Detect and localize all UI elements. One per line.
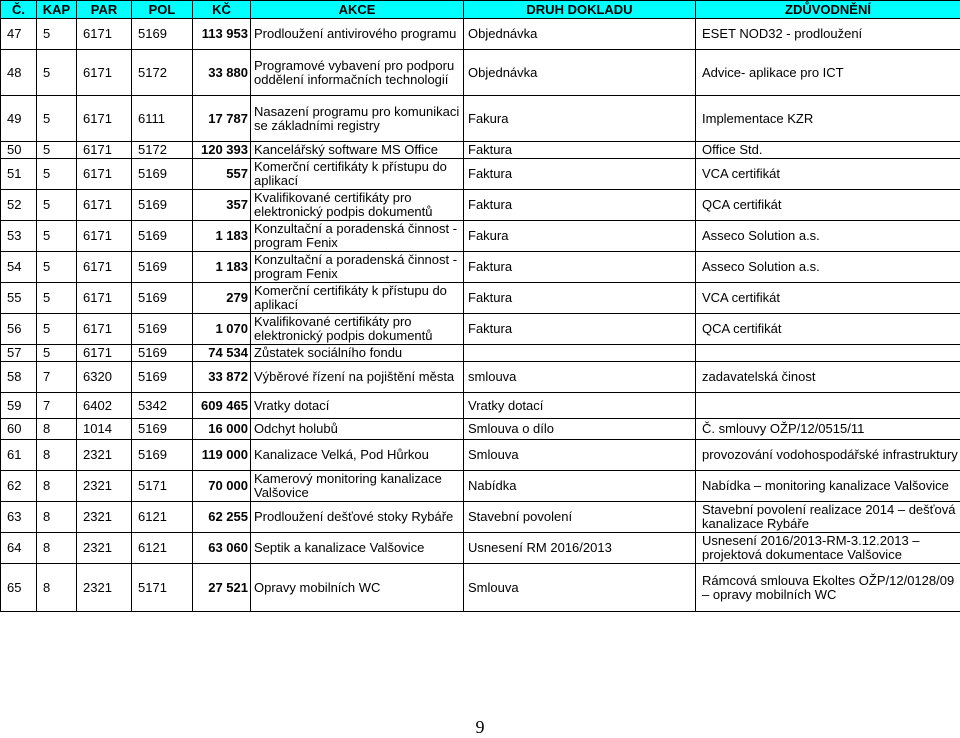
cell-zduvodneni: Asseco Solution a.s. [696, 252, 960, 283]
cell-druh: Smlouva [464, 564, 696, 612]
cell-kap: 5 [37, 221, 77, 252]
cell-druh: Fakura [464, 221, 696, 252]
cell-kc: 63 060 [193, 533, 251, 564]
cell-druh: Faktura [464, 283, 696, 314]
cell-kap: 8 [37, 471, 77, 502]
cell-zduvodneni: Nabídka – monitoring kanalizace Valšovice [696, 471, 960, 502]
cell-pol: 5169 [132, 252, 193, 283]
cell-zduvodneni: Office Std. [696, 142, 960, 159]
cell-kap: 5 [37, 50, 77, 96]
table-row [1, 314, 960, 345]
header-pol: POL [132, 1, 193, 19]
cell-druh: Objednávka [464, 50, 696, 96]
cell-kc: 119 000 [193, 440, 251, 471]
cell-akce: Kancelářský software MS Office [251, 142, 464, 159]
cell-kc: 279 [193, 283, 251, 314]
cell-akce: Komerční certifikáty k přístupu do aplikací [251, 159, 464, 190]
cell-pol: 5169 [132, 362, 193, 393]
cell-druh: smlouva [464, 362, 696, 393]
table-row [1, 252, 960, 283]
cell-druh: Faktura [464, 142, 696, 159]
cell-kap: 8 [37, 419, 77, 440]
cell-kc: 557 [193, 159, 251, 190]
cell-kc: 74 534 [193, 345, 251, 362]
cell-c: 65 [1, 564, 37, 612]
cell-akce: Odchyt holubů [251, 419, 464, 440]
cell-c: 49 [1, 96, 37, 142]
cell-akce: Septik a kanalizace Valšovice [251, 533, 464, 564]
cell-kc: 1 183 [193, 221, 251, 252]
header-kap: KAP [37, 1, 77, 19]
table-row [1, 190, 960, 221]
cell-c: 50 [1, 142, 37, 159]
cell-c: 55 [1, 283, 37, 314]
cell-par: 6171 [77, 19, 132, 50]
header-akce: AKCE [251, 1, 464, 19]
cell-pol: 5169 [132, 159, 193, 190]
cell-pol: 6111 [132, 96, 193, 142]
cell-kc: 1 070 [193, 314, 251, 345]
cell-pol: 6121 [132, 533, 193, 564]
cell-zduvodneni: VCA certifikát [696, 283, 960, 314]
cell-kc: 62 255 [193, 502, 251, 533]
cell-kc: 27 521 [193, 564, 251, 612]
cell-kc: 609 465 [193, 393, 251, 419]
cell-c: 60 [1, 419, 37, 440]
table-row [1, 50, 960, 96]
cell-c: 57 [1, 345, 37, 362]
table-row [1, 471, 960, 502]
table-row [1, 362, 960, 393]
cell-c: 51 [1, 159, 37, 190]
cell-druh: Nabídka [464, 471, 696, 502]
cell-kc: 17 787 [193, 96, 251, 142]
cell-zduvodneni: ESET NOD32 - prodloužení [696, 19, 960, 50]
cell-akce: Prodloužení antivirového programu [251, 19, 464, 50]
cell-kap: 8 [37, 564, 77, 612]
cell-par: 6320 [77, 362, 132, 393]
cell-c: 62 [1, 471, 37, 502]
cell-pol: 5172 [132, 50, 193, 96]
table-row [1, 533, 960, 564]
cell-pol: 5342 [132, 393, 193, 419]
cell-kap: 5 [37, 19, 77, 50]
cell-druh: Stavební povolení [464, 502, 696, 533]
header-par: PAR [77, 1, 132, 19]
cell-akce: Výběrové řízení na pojištění města [251, 362, 464, 393]
cell-akce: Vratky dotací [251, 393, 464, 419]
cell-kc: 33 872 [193, 362, 251, 393]
cell-c: 54 [1, 252, 37, 283]
cell-c: 63 [1, 502, 37, 533]
cell-akce: Konzultační a poradenská činnost - program Fenix [251, 252, 464, 283]
cell-pol: 5169 [132, 440, 193, 471]
cell-zduvodneni: Č. smlouvy OŽP/12/0515/11 [696, 419, 960, 440]
cell-kap: 5 [37, 252, 77, 283]
cell-zduvodneni: Stavební povolení realizace 2014 – dešťová kanalizace Rybáře [696, 502, 960, 533]
cell-druh: Objednávka [464, 19, 696, 50]
header-c: Č. [1, 1, 37, 19]
cell-c: 59 [1, 393, 37, 419]
table-row [1, 564, 960, 612]
table-row [1, 19, 960, 50]
cell-zduvodneni: Advice- aplikace pro ICT [696, 50, 960, 96]
cell-zduvodneni: zadavatelská činost [696, 362, 960, 393]
cell-c: 64 [1, 533, 37, 564]
cell-kc: 16 000 [193, 419, 251, 440]
cell-kc: 120 393 [193, 142, 251, 159]
cell-pol: 5171 [132, 564, 193, 612]
table-row [1, 502, 960, 533]
cell-c: 47 [1, 19, 37, 50]
cell-kap: 5 [37, 142, 77, 159]
cell-akce: Kamerový monitoring kanalizace Valšovice [251, 471, 464, 502]
cell-druh: Usnesení RM 2016/2013 [464, 533, 696, 564]
cell-par: 6171 [77, 190, 132, 221]
table-row [1, 419, 960, 440]
cell-zduvodneni: QCA certifikát [696, 190, 960, 221]
cell-kap: 5 [37, 283, 77, 314]
cell-par: 6171 [77, 252, 132, 283]
cell-par: 6402 [77, 393, 132, 419]
table-row [1, 345, 960, 362]
cell-par: 6171 [77, 96, 132, 142]
cell-c: 61 [1, 440, 37, 471]
cell-kap: 7 [37, 393, 77, 419]
cell-kc: 357 [193, 190, 251, 221]
page-number: 9 [0, 717, 960, 738]
cell-par: 1014 [77, 419, 132, 440]
cell-kap: 5 [37, 345, 77, 362]
cell-akce: Opravy mobilních WC [251, 564, 464, 612]
table-row [1, 159, 960, 190]
cell-kap: 7 [37, 362, 77, 393]
cell-akce: Kvalifikované certifikáty pro elektronický podpis dokumentů [251, 190, 464, 221]
cell-druh: Faktura [464, 159, 696, 190]
cell-par: 2321 [77, 502, 132, 533]
cell-druh: Faktura [464, 190, 696, 221]
cell-kc: 1 183 [193, 252, 251, 283]
table-row [1, 96, 960, 142]
cell-kap: 5 [37, 190, 77, 221]
cell-zduvodneni: QCA certifikát [696, 314, 960, 345]
table-row [1, 221, 960, 252]
cell-kap: 5 [37, 314, 77, 345]
cell-c: 53 [1, 221, 37, 252]
cell-akce: Zůstatek sociálního fondu [251, 345, 464, 362]
cell-par: 6171 [77, 345, 132, 362]
cell-pol: 5169 [132, 283, 193, 314]
cell-druh: Vratky dotací [464, 393, 696, 419]
cell-pol: 5169 [132, 221, 193, 252]
cell-par: 2321 [77, 533, 132, 564]
cell-kap: 8 [37, 502, 77, 533]
cell-zduvodneni: VCA certifikát [696, 159, 960, 190]
cell-zduvodneni: provozování vodohospodářské infrastruktury [696, 440, 960, 471]
cell-c: 48 [1, 50, 37, 96]
cell-pol: 5171 [132, 471, 193, 502]
cell-zduvodneni [696, 393, 960, 419]
cell-pol: 5169 [132, 190, 193, 221]
table-row [1, 393, 960, 419]
cell-par: 6171 [77, 283, 132, 314]
cell-kap: 8 [37, 440, 77, 471]
table-row [1, 283, 960, 314]
cell-par: 6171 [77, 221, 132, 252]
cell-akce: Kvalifikované certifikáty pro elektronický podpis dokumentů [251, 314, 464, 345]
cell-zduvodneni [696, 345, 960, 362]
header-zduvodneni: ZDŮVODNĚNÍ [696, 1, 960, 19]
cell-pol: 5169 [132, 419, 193, 440]
cell-druh: Smlouva o dílo [464, 419, 696, 440]
cell-kap: 5 [37, 159, 77, 190]
cell-c: 56 [1, 314, 37, 345]
cell-druh [464, 345, 696, 362]
cell-kc: 33 880 [193, 50, 251, 96]
cell-par: 6171 [77, 142, 132, 159]
cell-akce: Konzultační a poradenská činnost - program Fenix [251, 221, 464, 252]
cell-kc: 113 953 [193, 19, 251, 50]
header-kc: KČ [193, 1, 251, 19]
cell-pol: 5169 [132, 19, 193, 50]
cell-par: 6171 [77, 314, 132, 345]
cell-kap: 5 [37, 96, 77, 142]
cell-pol: 5169 [132, 314, 193, 345]
cell-druh: Faktura [464, 252, 696, 283]
cell-par: 2321 [77, 440, 132, 471]
header-row [1, 1, 960, 19]
cell-akce: Komerční certifikáty k přístupu do aplikací [251, 283, 464, 314]
cell-zduvodneni: Usnesení 2016/2013-RM-3.12.2013 – projektová dokumentace Valšovice [696, 533, 960, 564]
cell-akce: Programové vybavení pro podporu oddělení informačních technologií [251, 50, 464, 96]
cell-par: 2321 [77, 564, 132, 612]
cell-druh: Fakura [464, 96, 696, 142]
cell-c: 58 [1, 362, 37, 393]
header-druh: DRUH DOKLADU [464, 1, 696, 19]
cell-pol: 6121 [132, 502, 193, 533]
table-row [1, 440, 960, 471]
cell-pol: 5172 [132, 142, 193, 159]
cell-pol: 5169 [132, 345, 193, 362]
cell-zduvodneni: Asseco Solution a.s. [696, 221, 960, 252]
cell-akce: Prodloužení dešťové stoky Rybáře [251, 502, 464, 533]
cell-c: 52 [1, 190, 37, 221]
cell-zduvodneni: Rámcová smlouva Ekoltes OŽP/12/0128/09 – opravy mobilních WC [696, 564, 960, 612]
cell-par: 2321 [77, 471, 132, 502]
cell-zduvodneni: Implementace KZR [696, 96, 960, 142]
table-row [1, 142, 960, 159]
cell-par: 6171 [77, 159, 132, 190]
cell-par: 6171 [77, 50, 132, 96]
cell-druh: Smlouva [464, 440, 696, 471]
cell-akce: Kanalizace Velká, Pod Hůrkou [251, 440, 464, 471]
cell-akce: Nasazení programu pro komunikaci se základními registry [251, 96, 464, 142]
cell-kc: 70 000 [193, 471, 251, 502]
cell-druh: Faktura [464, 314, 696, 345]
cell-kap: 8 [37, 533, 77, 564]
